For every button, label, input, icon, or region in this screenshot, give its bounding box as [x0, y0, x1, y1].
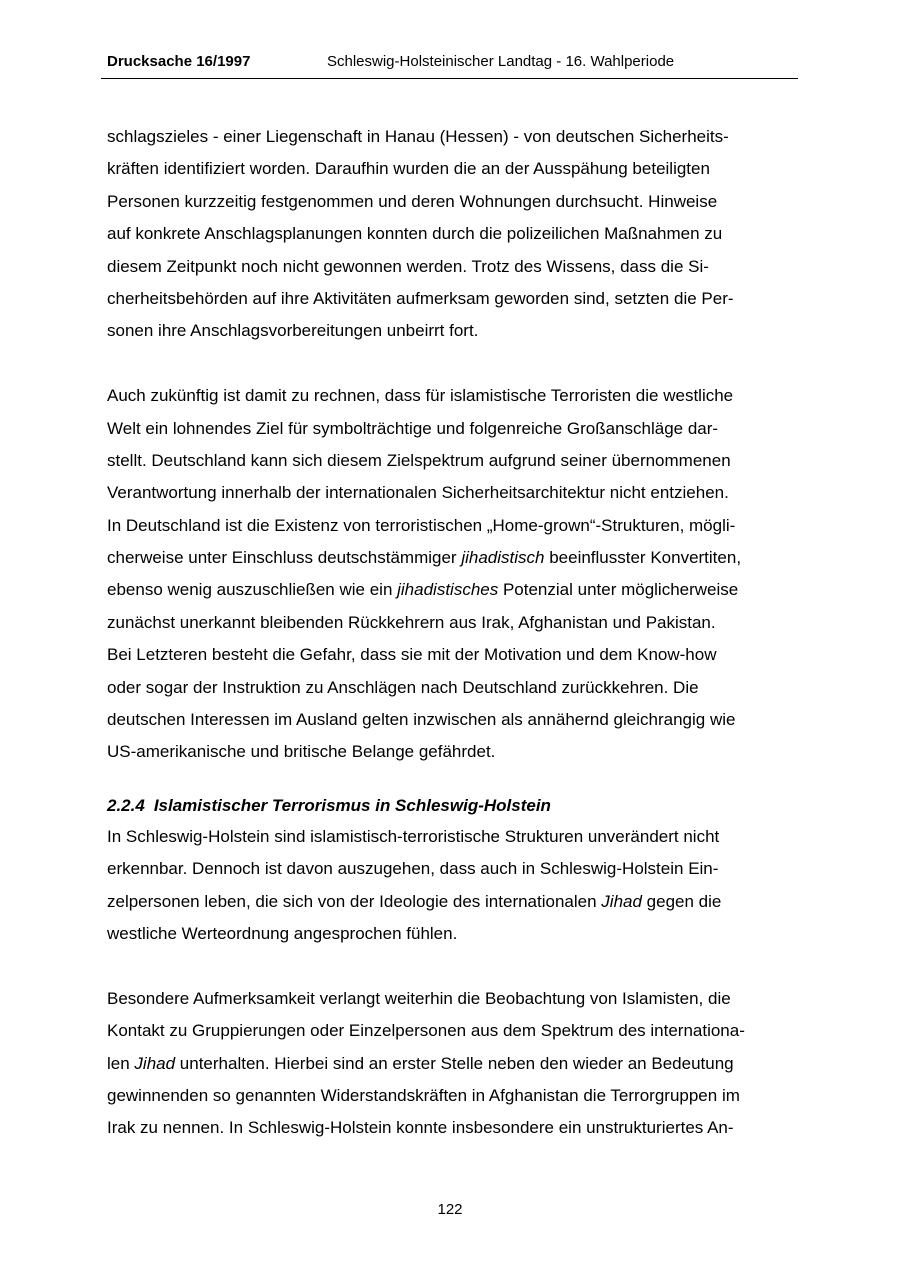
- text-line: [107, 1048, 807, 1080]
- text-run: unterhalten. Hierbei sind an erster Stelle neben den wieder an Bedeutung: [175, 1053, 734, 1073]
- italic-term: jihadistisch: [461, 548, 545, 568]
- text-line: zunächst unerkannt bleibenden Rückkehrern aus Irak, Afghanistan und Pakistan.: [107, 612, 716, 632]
- text-line: Bei Letzteren besteht die Gefahr, dass sie mit der Motivation und dem Know-how: [107, 645, 717, 665]
- text-run: beeinflusster Konvertiten,: [544, 548, 742, 568]
- text-line: [107, 542, 807, 574]
- text-line: erkennbar. Dennoch ist davon auszugehen, dass auch in Schleswig-Holstein Ein-: [107, 859, 719, 879]
- text-line: In Schleswig-Holstein sind islamistisch-terroristische Strukturen unverändert nicht: [107, 826, 720, 846]
- text-run: cherweise unter Einschluss deutschstämmiger: [107, 548, 462, 568]
- text-line: diesem Zeitpunkt noch nicht gewonnen werden. Trotz des Wissens, dass die Si-: [107, 256, 709, 276]
- text-line: westliche Werteordnung angesprochen fühlen.: [107, 923, 458, 943]
- italic-term: Jihad: [134, 1053, 176, 1073]
- text-line: kräften identifiziert worden. Daraufhin wurden die an der Ausspähung beteiligten: [107, 159, 710, 179]
- paragraph-3: [107, 821, 807, 951]
- text-line: cherheitsbehörden auf ihre Aktivitäten aufmerksam geworden sind, setzten die Per-: [107, 288, 734, 308]
- section-number: 2.2.4: [107, 795, 145, 815]
- text-line: sonen ihre Anschlagsvorbereitungen unbeirrt fort.: [107, 321, 479, 341]
- text-line: Besondere Aufmerksamkeit verlangt weiterhin die Beobachtung von Islamisten, die: [107, 988, 731, 1008]
- text-line: [107, 886, 807, 918]
- text-line: gewinnenden so genannten Widerstandskräften in Afghanistan die Terrorgruppen im: [107, 1085, 740, 1105]
- text-line: Welt ein lohnendes Ziel für symbolträchtige und folgenreiche Großanschläge dar-: [107, 418, 719, 438]
- paragraph-gap: [107, 348, 807, 380]
- text-line: US-amerikanische und britische Belange gefährdet.: [107, 742, 496, 762]
- section-title: Islamistischer Terrorismus in Schleswig-Holstein: [153, 795, 551, 815]
- paragraph-gap: [107, 950, 807, 982]
- text-run: Potenzial unter möglicherweise: [498, 580, 739, 600]
- text-line: schlagszieles - einer Liegenschaft in Hanau (Hessen) - von deutschen Sicherheits-: [107, 127, 729, 146]
- paragraph-gap: [107, 769, 807, 791]
- paragraph-4: [107, 983, 807, 1145]
- text-line: Kontakt zu Gruppierungen oder Einzelpersonen aus dem Spektrum des internationa-: [107, 1021, 745, 1041]
- text-line: In Deutschland ist die Existenz von terroristischen „Home-grown“-Strukturen, mögli-: [107, 515, 736, 535]
- text-line: auf konkrete Anschlagsplanungen konnten durch die polizeilichen Maßnahmen zu: [107, 224, 723, 244]
- document-number: Drucksache 16/1997: [107, 53, 251, 70]
- page-header: [101, 52, 798, 79]
- text-line: Personen kurzzeitig festgenommen und deren Wohnungen durchsucht. Hinweise: [107, 191, 718, 211]
- paragraph-2: [107, 380, 807, 769]
- paragraph-1: [107, 121, 807, 348]
- text-line: stellt. Deutschland kann sich diesem Zielspektrum aufgrund seiner übernommenen: [107, 450, 731, 470]
- text-run: gegen die: [641, 891, 722, 911]
- section-heading: [107, 791, 807, 821]
- text-run: len: [107, 1053, 135, 1073]
- header-title: Schleswig-Holsteinischer Landtag - 16. Wahlperiode: [327, 53, 675, 70]
- text-line: deutschen Interessen im Ausland gelten inzwischen als annähernd gleichrangig wie: [107, 710, 736, 730]
- text-line: Irak zu nennen. In Schleswig-Holstein konnte insbesondere ein unstrukturiertes An-: [107, 1118, 734, 1138]
- page-number: 122: [437, 1201, 463, 1218]
- italic-term: Jihad: [601, 891, 642, 911]
- text-run: zelpersonen leben, die sich von der Ideologie des internationalen: [107, 891, 602, 911]
- text-line: Auch zukünftig ist damit zu rechnen, dass für islamistische Terroristen die westliche: [107, 386, 734, 406]
- text-line: [107, 574, 807, 606]
- italic-term: jihadistisches: [397, 580, 499, 600]
- document-body: [107, 121, 807, 1145]
- text-run: ebenso wenig auszuschließen wie ein: [107, 580, 398, 600]
- text-line: oder sogar der Instruktion zu Anschlägen nach Deutschland zurückkehren. Die: [107, 677, 699, 697]
- text-line: Verantwortung innerhalb der internationalen Sicherheitsarchitektur nicht entziehen.: [107, 483, 729, 503]
